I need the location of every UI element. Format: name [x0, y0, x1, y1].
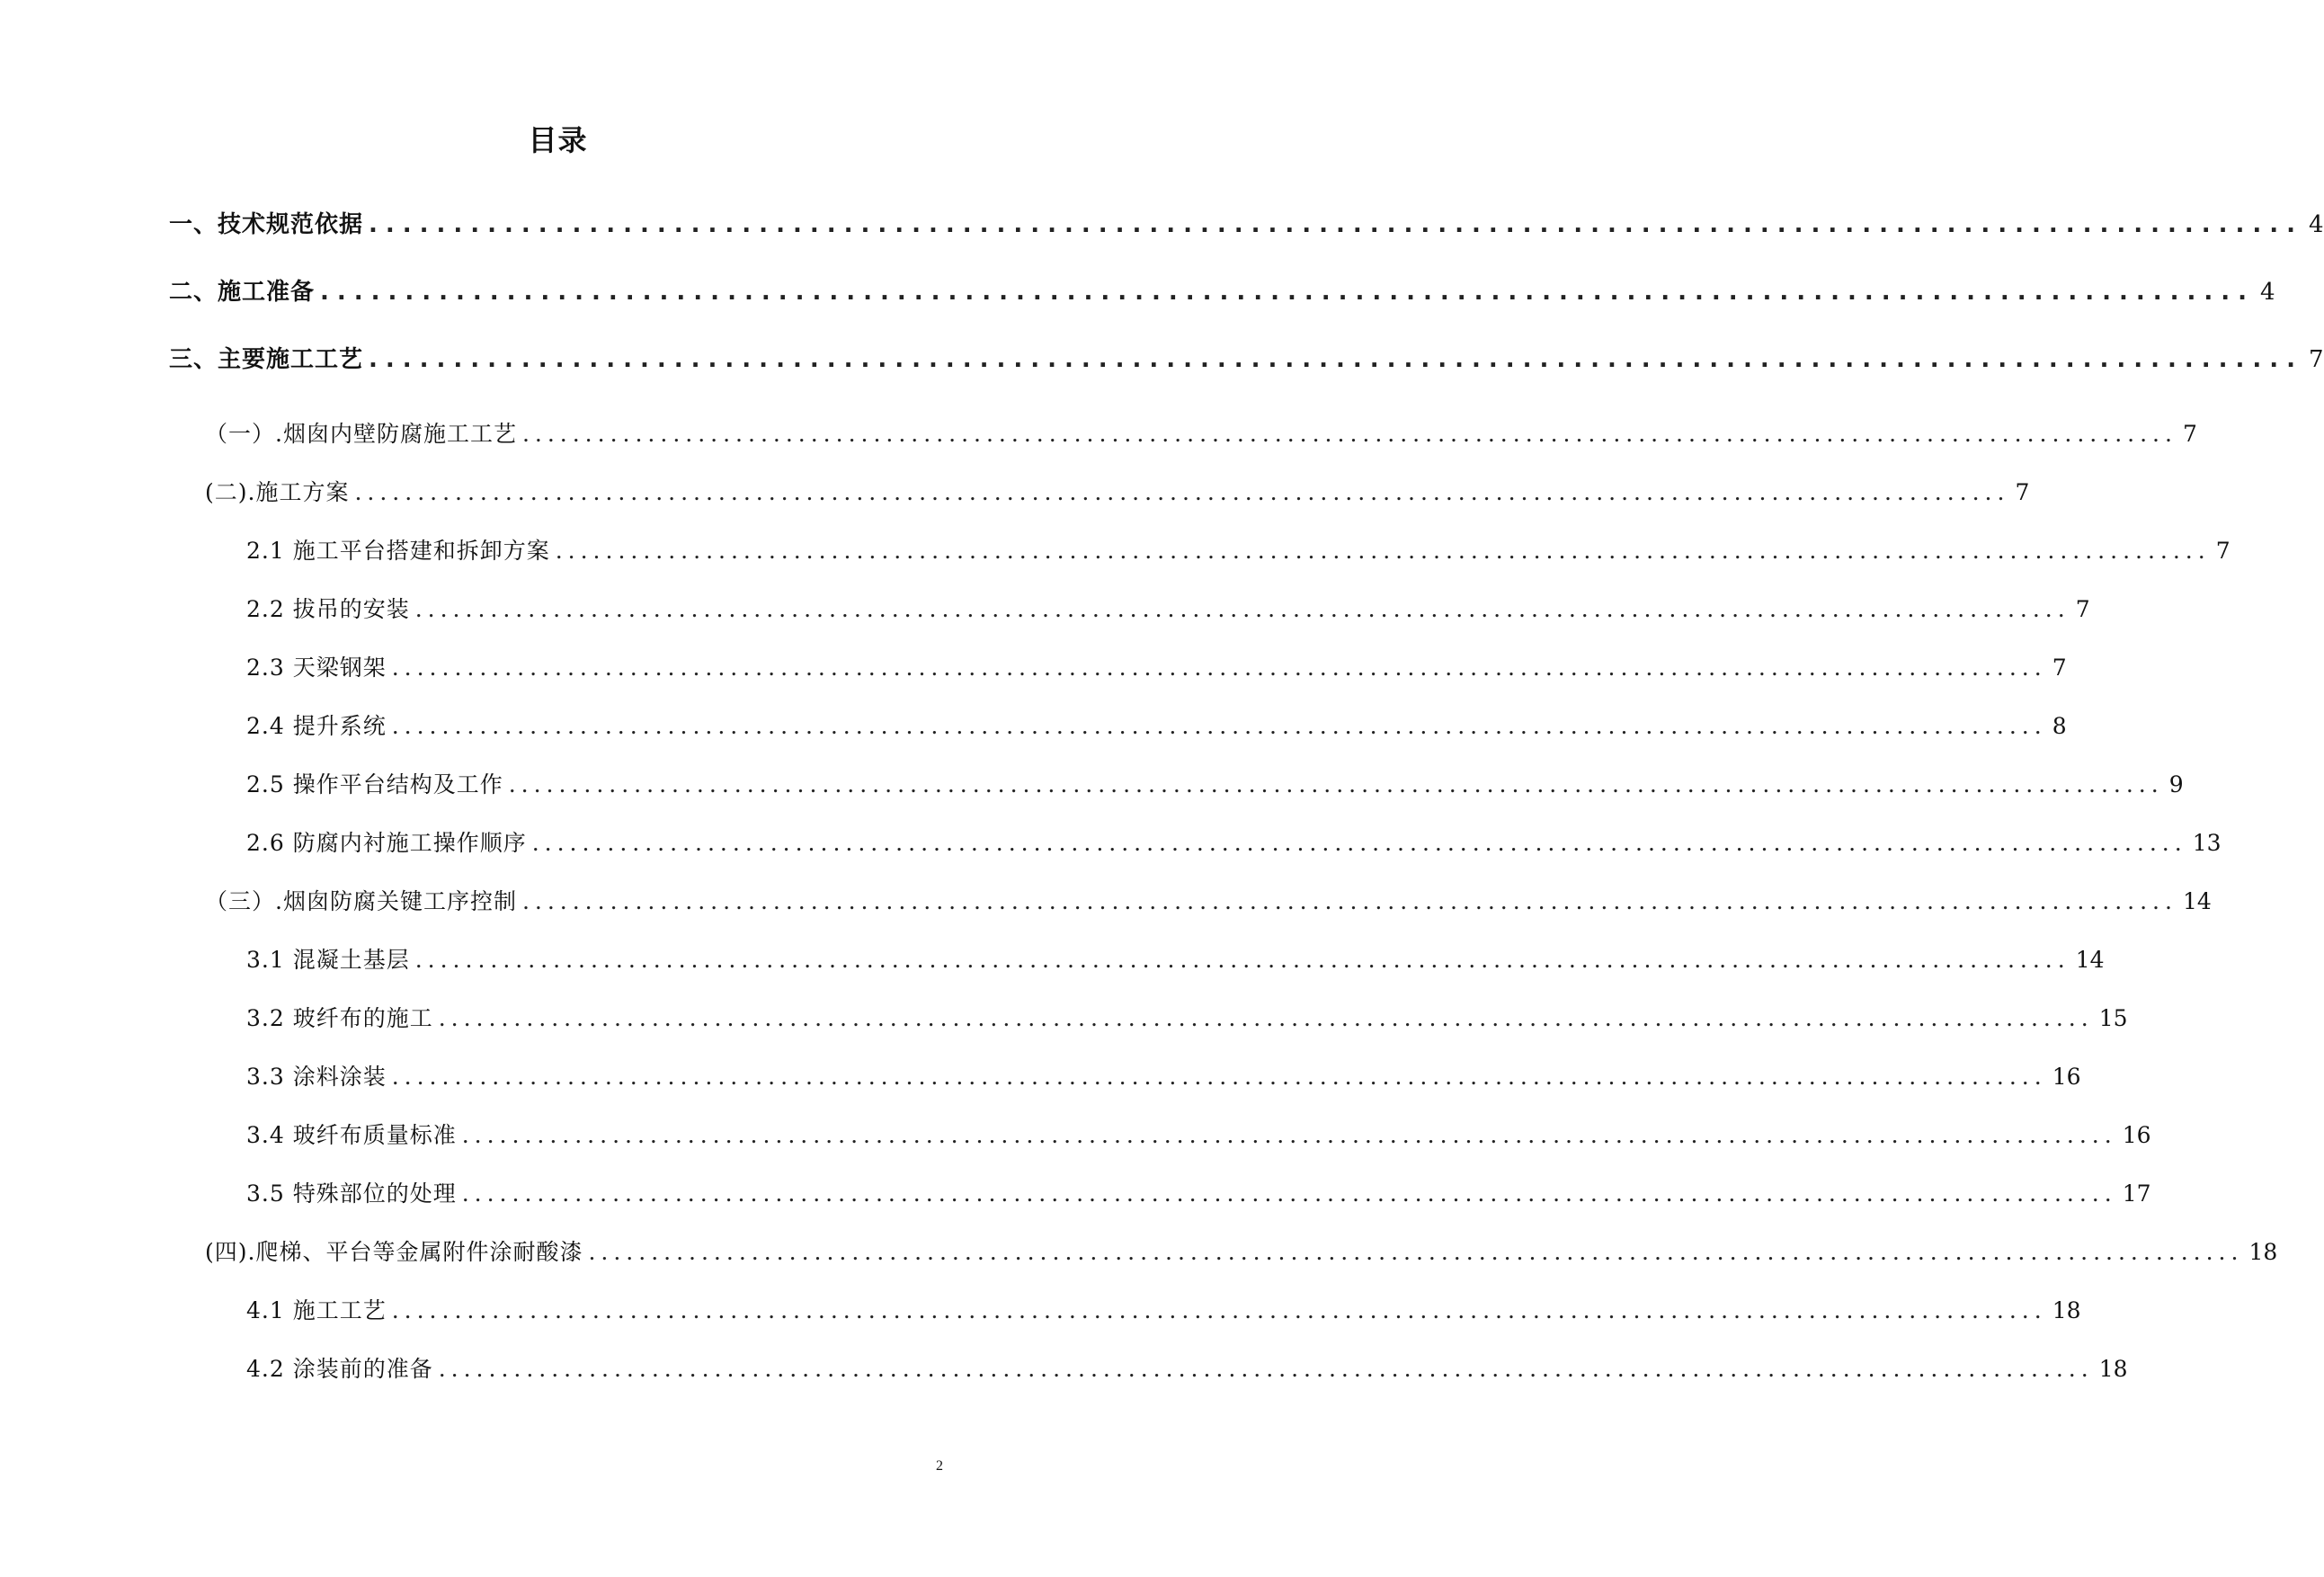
- toc-entry-page: 7: [2052, 655, 2067, 681]
- toc-entry-title: （三）.烟囱防腐关键工序控制: [205, 888, 517, 914]
- toc-entry[interactable]: [246, 1002, 2128, 1036]
- toc-dot-leader: ....................................................................................................................................: [414, 947, 2070, 973]
- toc-entry-title: 3.5 特殊部位的处理: [246, 1181, 457, 1207]
- toc-entry[interactable]: [205, 885, 2212, 919]
- toc-entry-page: 17: [2122, 1181, 2151, 1207]
- toc-entry[interactable]: [246, 534, 2231, 568]
- toc-entry[interactable]: [246, 651, 2067, 685]
- toc-entry-page: 7: [2309, 346, 2324, 373]
- toc-entry-title: （一）.烟囱内壁防腐施工工艺: [205, 421, 517, 447]
- toc-entry-page: 7: [2215, 538, 2231, 564]
- toc-entry[interactable]: [205, 476, 2030, 510]
- page-number: 2: [936, 1458, 943, 1474]
- toc-entry[interactable]: [246, 1294, 2081, 1328]
- toc-dot-leader: ....................................................................................................................................: [391, 655, 2047, 681]
- toc-entry[interactable]: [169, 207, 2324, 243]
- toc-dot-leader: ....................................................................................................................................: [414, 596, 2070, 622]
- toc-entry-page: 7: [2015, 479, 2030, 505]
- toc-entry-page: 7: [2075, 596, 2090, 622]
- toc-entry-page: 14: [2075, 947, 2105, 973]
- toc-entry-title: 3.3 涂料涂装: [246, 1064, 387, 1090]
- toc-entry-page: 14: [2182, 888, 2212, 914]
- toc-entry-title: 3.1 混凝土基层: [246, 947, 410, 973]
- toc-entry-title: (四).爬梯、平台等金属附件涂耐酸漆: [205, 1239, 583, 1265]
- toc-entry-title: (二).施工方案: [205, 479, 350, 505]
- toc-entry-title: 4.2 涂装前的准备: [246, 1356, 433, 1382]
- toc-entry-title: 2.5 操作平台结构及工作: [246, 771, 503, 797]
- toc-dot-leader: ....................................................................................................................................: [391, 1297, 2047, 1323]
- toc-entry[interactable]: [246, 1060, 2081, 1094]
- toc-dot-leader: ....................................................................................................................................: [521, 421, 2177, 447]
- toc-entry-page: 4: [2260, 279, 2275, 306]
- toc-entry-title: 二、施工准备: [169, 279, 316, 306]
- toc-entry-page: 18: [2098, 1356, 2128, 1382]
- toc-entry-page: 15: [2098, 1005, 2128, 1031]
- toc-entry[interactable]: [246, 768, 2184, 802]
- toc-entry-page: 16: [2052, 1064, 2081, 1090]
- toc-entry-title: 3.2 玻纤布的施工: [246, 1005, 433, 1031]
- toc-entry[interactable]: [246, 1118, 2151, 1153]
- toc-entry[interactable]: [169, 274, 2275, 310]
- toc-dot-leader: ....................................................................................................................................: [354, 479, 2010, 505]
- toc-entry-title: 4.1 施工工艺: [246, 1297, 387, 1323]
- toc-dot-leader: ....................................................................................................................................: [508, 771, 2164, 797]
- page-title: 目录: [528, 123, 588, 157]
- toc-entry-page: 9: [2168, 771, 2184, 797]
- toc-entry[interactable]: [205, 1235, 2278, 1270]
- toc-entry-page: 8: [2052, 713, 2067, 739]
- toc-dot-leader: ....................................................................................................................................: [391, 1064, 2047, 1090]
- toc-entry[interactable]: [246, 709, 2067, 744]
- toc-dot-leader: ....................................................................................................................................: [555, 538, 2211, 564]
- toc-dot-leader: ....................................................................................................................................: [461, 1181, 2117, 1207]
- toc-entry[interactable]: [246, 826, 2222, 860]
- toc-entry-page: 4: [2309, 211, 2324, 238]
- toc-entry-title: 2.3 天梁钢架: [246, 655, 387, 681]
- toc-entry[interactable]: [246, 592, 2090, 627]
- toc-dot-leader: ....................................................................................................................................: [461, 1122, 2117, 1148]
- toc-entry[interactable]: [169, 342, 2324, 378]
- toc-entry[interactable]: [246, 1352, 2128, 1386]
- toc-entry-title: 三、主要施工工艺: [169, 346, 364, 373]
- toc-entry[interactable]: [246, 1177, 2151, 1211]
- toc-entry-page: 18: [2052, 1297, 2081, 1323]
- toc-entry-page: 7: [2182, 421, 2197, 447]
- toc-dot-leader: ....................................................................................................................................: [438, 1356, 2094, 1382]
- toc-entry-title: 2.6 防腐内衬施工操作顺序: [246, 830, 527, 856]
- toc-dot-leader: ..................................................................................................................: [369, 211, 2303, 238]
- toc-entry-page: 13: [2192, 830, 2222, 856]
- toc-entry-title: 3.4 玻纤布质量标准: [246, 1122, 457, 1148]
- toc-entry-page: 18: [2248, 1239, 2278, 1265]
- toc-entry-title: 2.2 拔吊的安装: [246, 596, 410, 622]
- toc-dot-leader: ....................................................................................................................................: [521, 888, 2177, 914]
- toc-entry-title: 2.4 提升系统: [246, 713, 387, 739]
- toc-entry[interactable]: [205, 417, 2197, 451]
- toc-dot-leader: ....................................................................................................................................: [438, 1005, 2094, 1031]
- toc-entry-title: 2.1 施工平台搭建和拆卸方案: [246, 538, 550, 564]
- toc-dot-leader: ..................................................................................................................: [320, 279, 2255, 306]
- toc-dot-leader: ....................................................................................................................................: [588, 1239, 2244, 1265]
- toc-entry[interactable]: [246, 943, 2105, 977]
- toc-entry-page: 16: [2122, 1122, 2151, 1148]
- toc-dot-leader: ....................................................................................................................................: [531, 830, 2187, 856]
- toc-dot-leader: ....................................................................................................................................: [391, 713, 2047, 739]
- toc-entry-title: 一、技术规范依据: [169, 211, 364, 238]
- toc-dot-leader: ..................................................................................................................: [369, 346, 2303, 373]
